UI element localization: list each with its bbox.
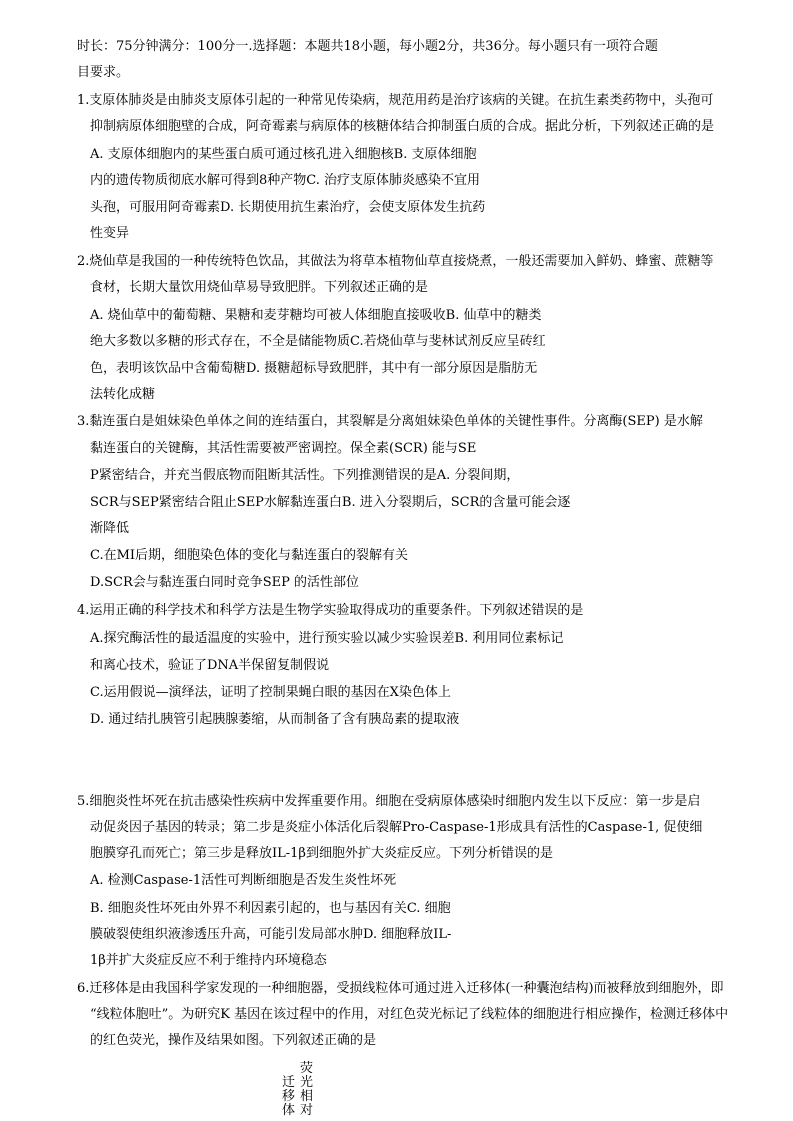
- q4-option-line-1: A.探究酶活性的最适温度的实验中，进行预实验以减少实验误差B. 利用同位素标记: [90, 631, 564, 646]
- q1-option-line-1: A. 支原体细胞内的某些蛋白质可通过核孔进入细胞核B. 支原体细胞: [90, 147, 477, 162]
- q4-stem-line-1: 4.运用正确的科学技术和科学方法是生物学实验取得成功的重要条件。下列叙述错误的是: [77, 603, 584, 618]
- q4-option-line-2: 和离心技术，验证了DNA半保留复制假说: [90, 658, 330, 673]
- figure-axis-label-fluorescence: 荧光相对: [300, 1061, 314, 1118]
- q2-stem-line-1: 2.烧仙草是我国的一种传统特色饮品，其做法为将草本植物仙草直接烧煮，一般还需要加入鲜奶、蜂蜜、蔗糖等: [77, 254, 714, 269]
- q3-option-line-1: SCR与SEP紧密结合阻止SEP水解黏连蛋白B. 进入分裂期后，SCR的含量可能会逐: [90, 495, 571, 510]
- q5-option-line-1: A. 检测Caspase-1活性可判断细胞是否发生炎性坏死: [90, 873, 397, 888]
- q3-option-line-3: C.在MI后期，细胞染色体的变化与黏连蛋白的裂解有关: [90, 548, 409, 563]
- q5-stem-line-1: 5.细胞炎性坏死在抗击感染性疾病中发挥重要作用。细胞在受病原体感染时细胞内发生以下反应：第一步是启: [77, 794, 701, 809]
- q4-option-line-3: C.运用假说—演绎法，证明了控制果蝇白眼的基因在X染色体上: [90, 685, 451, 700]
- q5-option-line-2: B. 细胞炎性坏死由外界不利因素引起的，也与基因有关C. 细胞: [90, 901, 451, 916]
- q3-option-line-2: 渐降低: [90, 521, 130, 536]
- q1-stem-line-2: 抑制病原体细胞壁的合成，阿奇霉素与病原体的核糖体结合抑制蛋白质的合成。据此分析，下列叙述正确的是: [90, 119, 715, 134]
- exam-header-line-2: 目要求。: [77, 65, 130, 80]
- q2-option-line-2: 绝大多数以多糖的形式存在，不全是储能物质C.若烧仙草与斐林试剂反应呈砖红: [90, 334, 546, 349]
- q3-option-line-4: D.SCR会与黏连蛋白同时竞争SEP 的活性部位: [90, 575, 360, 590]
- q1-option-line-3: 头孢，可服用阿奇霉素D. 长期使用抗生素治疗，会使支原体发生抗药: [90, 200, 486, 215]
- figure-axis-label-migrasome: 迁移体: [282, 1075, 296, 1118]
- q3-stem-line-3: P紧密结合，并充当假底物而阻断其活性。下列推测错误的是A. 分裂间期，: [90, 468, 520, 483]
- q6-stem-line-1: 6.迁移体是由我国科学家发现的一种细胞器，受损线粒体可通过进入迁移体(一种囊泡结构)而被释放到细胞外，即: [77, 981, 724, 996]
- q6-stem-line-3: 的红色荧光，操作及结果如图。下列叙述正确的是: [90, 1033, 377, 1048]
- q5-stem-line-3: 胞膜穿孔而死亡；第三步是释放IL-1β到细胞外扩大炎症反应。下列分析错误的是: [90, 846, 553, 861]
- q2-option-line-3: 色，表明该饮品中含葡萄糖D. 摄糖超标导致肥胖，其中有一部分原因是脂肪无: [90, 361, 538, 376]
- q5-option-line-4: 1β并扩大炎症反应不利于维持内环境稳态: [90, 953, 327, 968]
- q5-option-line-3: 膜破裂使组织液渗透压升高，可能引发局部水肿D. 细胞释放IL-: [90, 927, 452, 942]
- q1-option-line-2: 内的遗传物质彻底水解可得到8种产物C. 治疗支原体肺炎感染不宜用: [90, 173, 481, 188]
- q2-stem-line-2: 食材，长期大量饮用烧仙草易导致肥胖。下列叙述正确的是: [90, 280, 429, 295]
- q6-stem-line-2: “线粒体胞吐”。为研究K 基因在该过程中的作用，对红色荧光标记了线粒体的细胞进行相应操作，检测迁移体中: [90, 1007, 729, 1022]
- q5-stem-line-2: 动促炎因子基因的转录；第二步是炎症小体活化后裂解Pro-Caspase-1形成具有活性的Caspase-1, 促使细: [90, 820, 703, 835]
- q1-option-line-4: 性变异: [90, 226, 130, 241]
- q4-option-line-4: D. 通过结扎胰管引起胰腺萎缩，从而制备了含有胰岛素的提取液: [90, 712, 460, 727]
- q3-stem-line-2: 黏连蛋白的关键酶，其活性需要被严密调控。保全素(SCR) 能与SE: [90, 441, 477, 456]
- q2-option-line-4: 法转化成糖: [90, 387, 156, 402]
- q3-stem-line-1: 3.黏连蛋白是姐妹染色单体之间的连结蛋白，其裂解是分离姐妹染色单体的关键性事件。分离酶(SEP) 是水解: [77, 414, 703, 429]
- q1-stem-line-1: 1.支原体肺炎是由肺炎支原体引起的一种常见传染病，规范用药是治疗该病的关键。在抗生素类药物中，头孢可: [77, 93, 714, 108]
- exam-header-line-1: 时长：75分钟满分：100分一.选择题：本题共18小题，每小题2分，共36分。每小题只有一项符合题: [77, 39, 658, 54]
- q2-option-line-1: A. 烧仙草中的葡萄糖、果糖和麦芽糖均可被人体细胞直接吸收B. 仙草中的糖类: [90, 308, 542, 323]
